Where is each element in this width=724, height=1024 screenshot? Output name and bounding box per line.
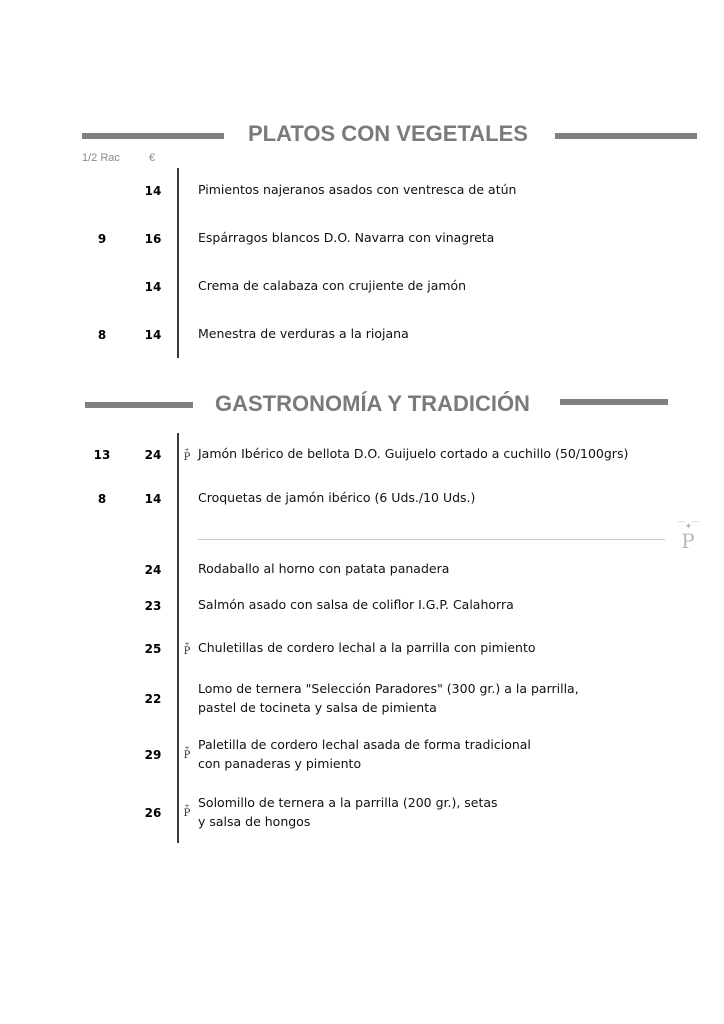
full-price: 24 (144, 563, 162, 577)
dish-name: Chuletillas de cordero lechal a la parrilla con pimiento (198, 640, 536, 655)
vertical-divider (177, 168, 179, 358)
section-title-vegetales: PLATOS CON VEGETALES (248, 121, 528, 146)
dish-name-line-1: Paletilla de cordero lechal asada de forma tradicional (198, 737, 531, 752)
title-bar-left (82, 133, 224, 139)
full-price: 29 (144, 748, 162, 762)
title-bar-right (555, 133, 697, 139)
full-price: 14 (144, 328, 162, 342)
paradores-logo-icon: ⌒✦⌒ P (676, 521, 700, 553)
separator-rule (198, 539, 665, 540)
full-price: 16 (144, 232, 162, 246)
half-price: 13 (93, 448, 111, 462)
paradores-mark-icon: + P (183, 803, 191, 819)
vertical-divider (177, 433, 179, 843)
title-bar-left (85, 402, 193, 408)
dish-name: Croquetas de jamón ibérico (6 Uds./10 Uds.) (198, 490, 476, 505)
dish-name: Espárragos blancos D.O. Navarra con vinagreta (198, 230, 495, 245)
paradores-mark-icon: + P (183, 745, 191, 761)
full-price: 26 (144, 806, 162, 820)
dish-name-line-2: con panaderas y pimiento (198, 756, 362, 771)
dish-name: Pimientos najeranos asados con ventresca de atún (198, 182, 517, 197)
full-price: 14 (144, 492, 162, 506)
full-price: 14 (144, 184, 162, 198)
half-price: 8 (97, 492, 107, 506)
dish-name: Menestra de verduras a la riojana (198, 326, 409, 341)
column-header-half: 1/2 Rac (82, 152, 120, 164)
paradores-mark-icon: + P (183, 641, 191, 657)
full-price: 14 (144, 280, 162, 294)
section-title-gastronomia: GASTRONOMÍA Y TRADICIÓN (215, 391, 530, 416)
column-header-full: € (149, 152, 156, 164)
half-price: 9 (97, 232, 107, 246)
dish-name-line-1: Lomo de ternera "Selección Paradores" (300 gr.) a la parrilla, (198, 681, 579, 696)
dish-name-line-2: pastel de tocineta y salsa de pimienta (198, 700, 437, 715)
dish-name-line-1: Solomillo de ternera a la parrilla (200 gr.), setas (198, 795, 498, 810)
paradores-mark-icon: + P (183, 447, 191, 463)
full-price: 25 (144, 642, 162, 656)
dish-name-line-2: y salsa de hongos (198, 814, 311, 829)
half-price: 8 (97, 328, 107, 342)
full-price: 24 (144, 448, 162, 462)
dish-name: Salmón asado con salsa de coliflor I.G.P. Calahorra (198, 597, 514, 612)
full-price: 23 (144, 599, 162, 613)
dish-name: Jamón Ibérico de bellota D.O. Guijuelo cortado a cuchillo (50/100grs) (198, 446, 629, 461)
full-price: 22 (144, 692, 162, 706)
title-bar-right (560, 399, 668, 405)
dish-name: Rodaballo al horno con patata panadera (198, 561, 450, 576)
dish-name: Crema de calabaza con crujiente de jamón (198, 278, 467, 293)
